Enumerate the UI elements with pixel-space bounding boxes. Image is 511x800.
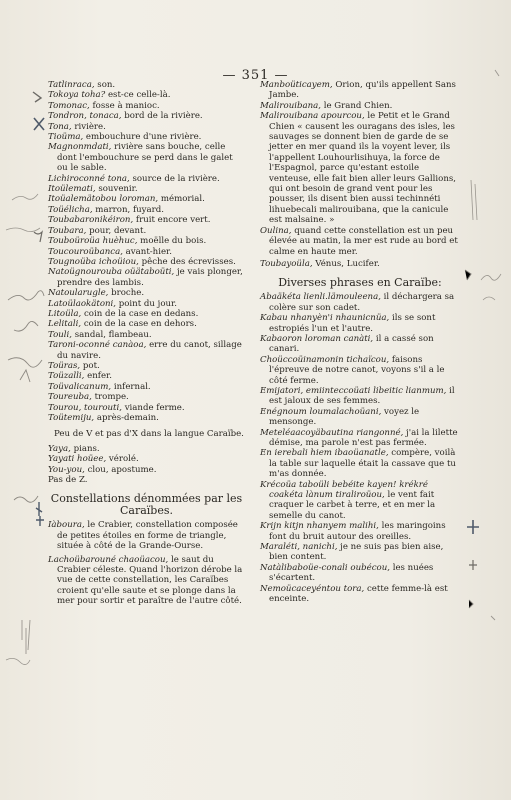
entry: Toüvalicanum, infernal. <box>48 381 151 392</box>
entry: Meteléaacoyäbautina riangonné, j'ai la lilette démise, ma parole n'est pas fermée. <box>260 427 458 448</box>
section-title-phrases: Diverses phrases en Caraïbe: <box>278 276 442 290</box>
entry: Nemoücaceyéntou tora, cette femme-là est enceinte. <box>260 583 448 605</box>
entry: Pas de Z. <box>48 475 88 486</box>
entry: Tomonac, fosse à manioc. <box>48 100 160 111</box>
entry: Toubara, pour, devant. <box>48 225 147 236</box>
entry: Toüras, pot. <box>48 360 100 371</box>
entry: Touli, sandal, flambeau. <box>48 329 152 340</box>
glossary-entries-y <box>48 444 245 486</box>
entry: Magnonmdati, rivière sans bouche, celle dont l'embouchure se perd dans le galet ou le sable. <box>48 142 233 174</box>
entry: Tondron, tonaca, bord de la rivière. <box>48 111 203 122</box>
entry: Maraléti, nanichi, je ne suis pas bien aise, bien content. <box>260 542 444 563</box>
entry: Lichiroconné tona, source de la rivière. <box>48 173 220 184</box>
margin-scribbles-right <box>461 0 511 800</box>
entry: Itoüalemätobou loroman, mémorial. <box>48 194 205 205</box>
entry: Toüélicha, marron, fuyard. <box>48 204 164 215</box>
section-title-constellations: Constellations dénommées par les Caraïbes. <box>50 492 243 518</box>
entry: Oulina, quand cette constellation est un peu élevée au matin, la mer est rude au bord et calme en haute mer. <box>260 225 458 257</box>
entry: Kabaoron loroman canàti, il a cassé son canari. <box>260 333 434 355</box>
entry: Choüccoüinamonin tichaïcou, faisons l'épreuve de notre canot, voyons s'il a le côté ferme. <box>260 354 445 386</box>
constellation-entries <box>48 520 245 606</box>
constellation-entries-cont <box>260 80 460 269</box>
entry: Toütemiju, après-demain. <box>48 413 159 423</box>
entry: Tatlinraca, son. <box>48 80 116 90</box>
glossary-entries-left <box>48 80 245 423</box>
entry: Yaya, pians. <box>48 443 100 454</box>
left-column <box>48 80 245 607</box>
entry: Malirouibana, le Grand Chien. <box>260 100 393 111</box>
entry: Abaäkéta lienli.lämouleena, il déchargera sa colère sur son cadet. <box>260 292 455 313</box>
margin-scribbles-left <box>0 0 48 800</box>
entry: Toubayoüla, Vénus, Lucifer. <box>260 258 380 269</box>
entry: Lelitali, coin de la case en dehors. <box>48 319 197 330</box>
entry: Litoüla, coin de la case en dedans. <box>48 308 199 319</box>
entry: You-you, clou, apostume. <box>48 464 157 475</box>
entry: En ierebali hiem ibaoüanatle, compère, voilà la table sur laquelle était la cassave que tu m'as donnée. <box>260 448 456 480</box>
entry: Tioüma, embouchure d'une rivière. <box>48 132 202 143</box>
entry: Malirouibana apourcou, le Petit et le Grand Chien « causent les ouragans des isles, les sauvages se donnent bien de garde de se jetter en mer quand ils la voyent lever, ils l'appellent Louhourlisihuya, la force de l'Espagnol, parce qu'estant estoile venteuse, elle fait bien aller leurs Gallions, qui ont besoin de grand vent pour les pousser, ils disent bien aussi techinnéti lihuebecali malirouibana, que la canicule est malsaine. » <box>260 111 456 226</box>
entry: Tougnoüba ichoüiou, pêche des écrevisses. <box>48 256 236 267</box>
entry: Toureuba, trompe. <box>48 392 129 403</box>
entry: Tourou, tourouti, viande ferme. <box>48 402 185 413</box>
entry: Touboüroüa huèhuc, moëlle du bois. <box>48 236 207 247</box>
entry: Iàboura, le Crabier, constellation composée de petites étoiles en forme de triangle, située à côté de la Grande-Ourse. <box>48 520 238 552</box>
entry: Emijatori, emiinteccoüati libeitic lianmum, il est jaloux de ses femmes. <box>260 385 455 407</box>
entry: Latoülaokätoni, point du jour. <box>48 298 177 309</box>
right-column <box>260 80 460 605</box>
entry: Manboüticayem, Orion, qu'ils appellent Sans Jambe. <box>260 80 456 101</box>
entry: Toucouroübanca, avant-hier. <box>48 246 172 257</box>
entry: Toubabaronikéiron, fruit encore vert. <box>48 215 211 226</box>
entry: Enégnoum loumalachoüani, voyez le mensonge. <box>260 406 420 428</box>
entry: Natàlibaboüe-conali oubécou, les nuées s'écartent. <box>260 562 434 584</box>
entry: Taroni-oconné canàoa, erre du canot, sillage du navire. <box>48 340 242 361</box>
language-note: Peu de V et pas d'X dans la langue Caraïbe. <box>54 429 244 440</box>
entry: Tona, rivière. <box>48 121 106 132</box>
entry: Natoügnourouba oüätaboüti, je vais plonger, prendre des lambis. <box>48 267 243 288</box>
entry: Itoülemati, souvenir. <box>48 184 138 195</box>
entry: Natoularugle, broche. <box>48 288 145 299</box>
entry: Toüzalli, enfer. <box>48 371 112 382</box>
entry: Tokoya toha? est-ce celle-là. <box>48 90 171 101</box>
entry: Lachoübarouné chaoüacou, le saut du Crabier céleste. Quand l'horizon dérobe la vue de cette constellation, les Caraïbes croient qu'elle saute et se plonge dans la mer pour sortir et paraître de l'autre côté. <box>48 554 243 607</box>
phrase-entries <box>260 292 460 604</box>
entry: Kabau nhanyèn'i nhaunicnüa, ils se sont estropiés l'un et l'autre. <box>260 313 436 334</box>
entry: Yayati hoüee, vérolé. <box>48 454 139 465</box>
entry: Krijn kitjn nhanyem malihi, les maringoins font du bruit autour des oreilles. <box>260 521 446 542</box>
page-number: — 351 — <box>222 68 289 83</box>
entry: Krécoüa taboüli bebéite kayen! krékré coakéta lànum tiraliroüou, le vent fait craquer le carbet à terre, et en mer la semelle du canot. <box>260 479 436 521</box>
